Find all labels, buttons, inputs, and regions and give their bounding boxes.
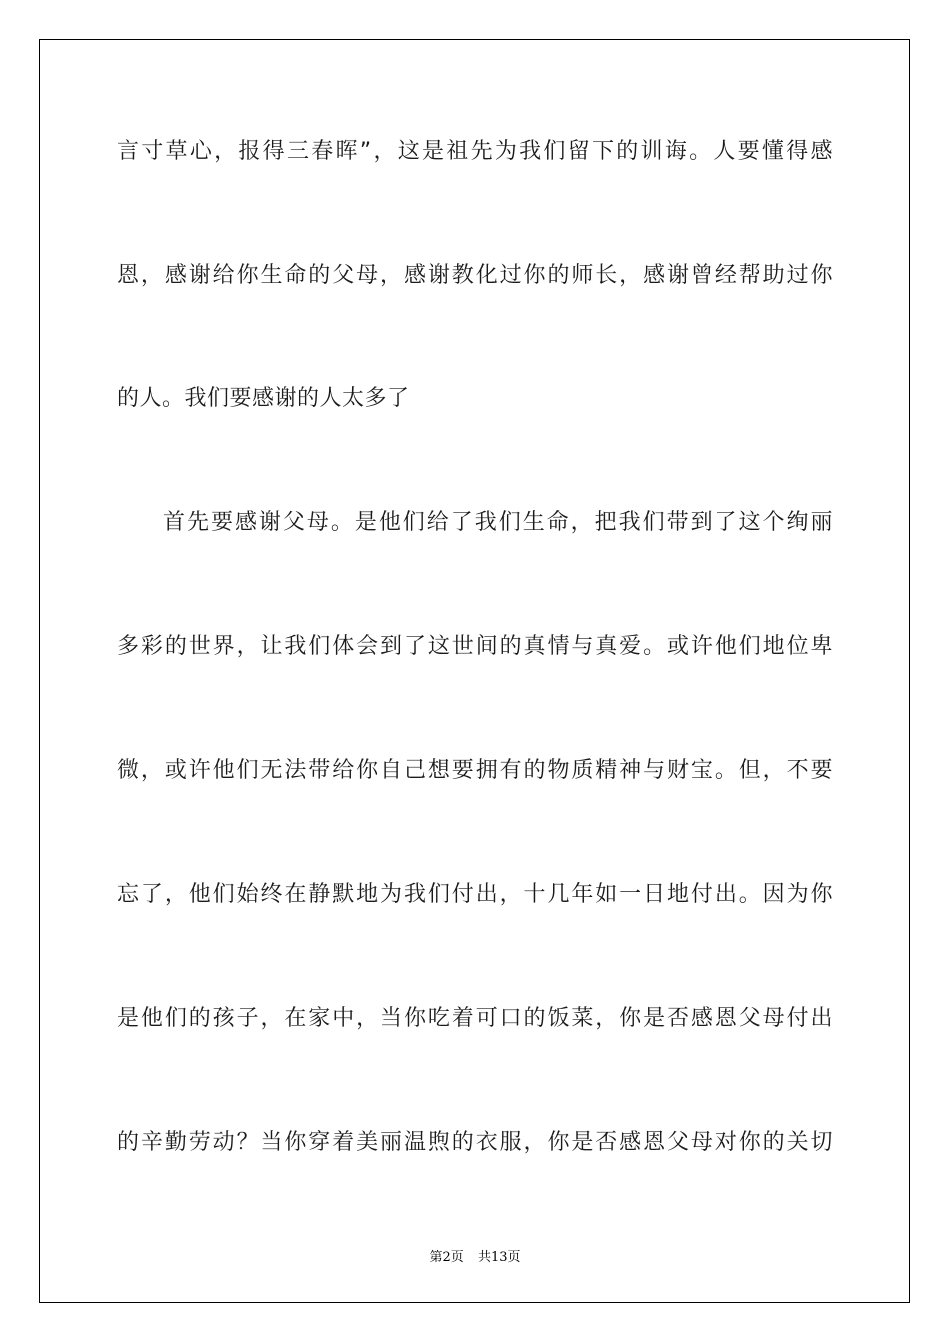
text-line: 微，或许他们无法带给你自己想要拥有的物质精神与财宝。但，不要 (117, 758, 833, 783)
page-border (39, 39, 910, 1303)
paragraph-first-line: 首先要感谢父母。是他们给了我们生命，把我们带到了这个绚丽 (163, 510, 833, 535)
text-line: 恩，感谢给你生命的父母，感谢教化过你的师长，感谢曾经帮助过你 (117, 263, 833, 288)
text-line: 的辛勤劳动？当你穿着美丽温煦的衣服，你是否感恩父母对你的关切 (117, 1130, 833, 1155)
text-line: 言寸草心，报得三春晖”，这是祖先为我们留下的训诲。人要懂得感 (117, 139, 833, 164)
text-line: 的人。我们要感谢的人太多了 (117, 386, 410, 411)
text-line: 忘了，他们始终在静默地为我们付出，十几年如一日地付出。因为你 (117, 882, 833, 907)
page-footer (0, 1246, 950, 1265)
text-line: 是他们的孩子，在家中，当你吃着可口的饭菜，你是否感恩父母付出 (117, 1006, 833, 1031)
page-number: 第2页 (429, 1250, 464, 1265)
total-pages: 共13页 (477, 1250, 521, 1265)
text-line: 多彩的世界，让我们体会到了这世间的真情与真爱。或许他们地位卑 (117, 634, 833, 659)
